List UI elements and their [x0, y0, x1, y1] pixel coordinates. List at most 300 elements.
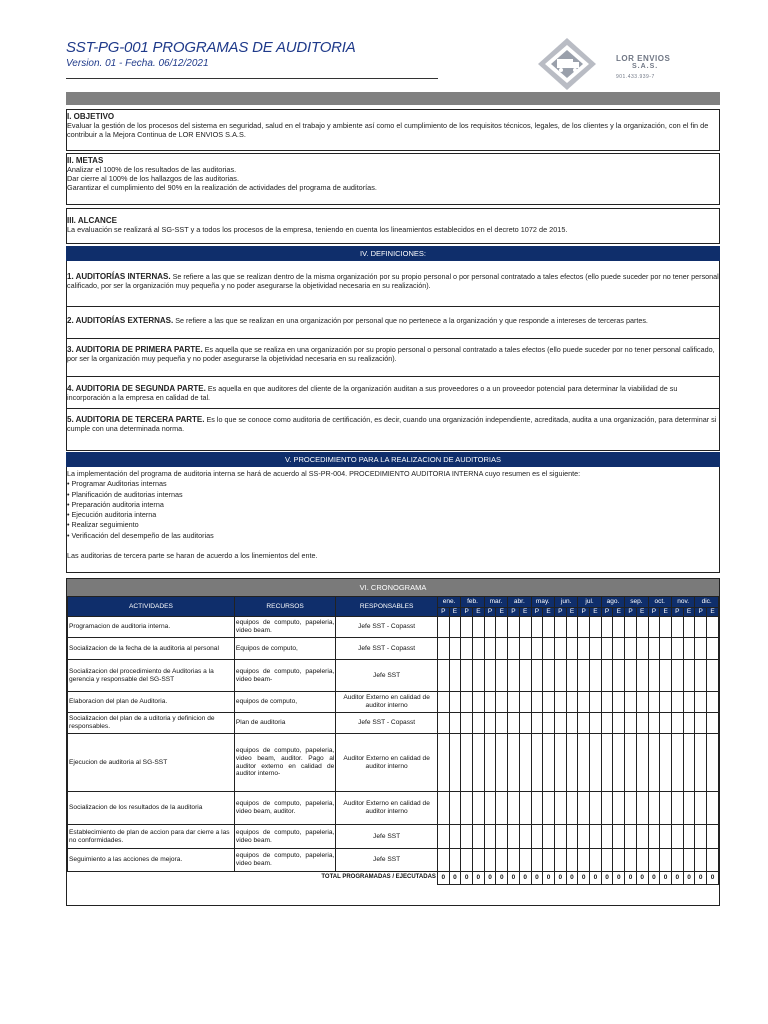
schedule-cell[interactable]	[461, 692, 473, 713]
total-cell: 0	[543, 872, 555, 885]
table-row	[68, 825, 719, 849]
schedule-cell[interactable]	[566, 734, 578, 792]
schedule-cell[interactable]	[508, 713, 520, 734]
activity-cell: Programacion de auditoria interna.	[68, 617, 235, 638]
schedule-cell[interactable]	[648, 660, 660, 692]
schedule-cell[interactable]	[437, 692, 449, 713]
schedule-cell[interactable]	[578, 617, 590, 638]
schedule-cell[interactable]	[566, 660, 578, 692]
schedule-cell[interactable]	[683, 734, 695, 792]
total-cell: 0	[590, 872, 602, 885]
schedule-cell[interactable]	[566, 825, 578, 849]
schedule-cell[interactable]	[590, 849, 602, 872]
schedule-cell[interactable]	[578, 734, 590, 792]
schedule-cell[interactable]	[613, 692, 625, 713]
schedule-cell[interactable]	[554, 660, 566, 692]
executed-subheader: E	[660, 608, 672, 617]
logo-company-name: LOR ENVIOS	[616, 54, 671, 63]
schedule-cell[interactable]	[660, 849, 672, 872]
schedule-cell[interactable]	[508, 617, 520, 638]
col-header-responsables: RESPONSABLES	[336, 597, 438, 617]
schedule-cell[interactable]	[578, 692, 590, 713]
resources-cell: equipos de computo, papeleria, video beam.	[234, 825, 335, 849]
programmed-subheader: P	[461, 608, 473, 617]
schedule-cell[interactable]	[449, 660, 461, 692]
schedule-cell[interactable]	[531, 734, 543, 792]
executed-subheader: E	[543, 608, 555, 617]
schedule-cell[interactable]	[695, 638, 707, 660]
schedule-cell[interactable]	[543, 849, 555, 872]
schedule-cell[interactable]	[531, 713, 543, 734]
schedule-cell[interactable]	[613, 734, 625, 792]
schedule-cell[interactable]	[473, 713, 485, 734]
total-cell: 0	[578, 872, 590, 885]
programmed-subheader: P	[508, 608, 520, 617]
schedule-cell[interactable]	[625, 792, 637, 825]
schedule-cell[interactable]	[531, 638, 543, 660]
schedule-cell[interactable]	[461, 638, 473, 660]
schedule-cell[interactable]	[671, 692, 683, 713]
schedule-cell[interactable]	[449, 713, 461, 734]
schedule-cell[interactable]	[683, 660, 695, 692]
schedule-cell[interactable]	[590, 734, 602, 792]
metas-item: Analizar el 100% de los resultados de las auditorias.	[67, 165, 237, 174]
procedimiento-step: • Verificación del desempeño de las auditorias	[67, 530, 214, 540]
schedule-cell[interactable]	[554, 734, 566, 792]
activity-cell: Socializacion de la fecha de la auditoria al personal	[68, 638, 235, 660]
schedule-cell[interactable]	[695, 849, 707, 872]
schedule-cell[interactable]	[636, 792, 648, 825]
programmed-subheader: P	[601, 608, 613, 617]
schedule-cell[interactable]	[554, 792, 566, 825]
schedule-cell[interactable]	[484, 692, 496, 713]
schedule-cell[interactable]	[613, 638, 625, 660]
schedule-cell[interactable]	[508, 692, 520, 713]
schedule-cell[interactable]	[566, 617, 578, 638]
schedule-cell[interactable]	[707, 692, 719, 713]
schedule-cell[interactable]	[601, 713, 613, 734]
schedule-cell[interactable]	[601, 660, 613, 692]
section-alcance	[66, 208, 720, 244]
activity-cell: Establecimiento de plan de accion para dar cierre a las no conformidades.	[68, 825, 235, 849]
schedule-cell[interactable]	[543, 660, 555, 692]
schedule-cell[interactable]	[695, 617, 707, 638]
schedule-cell[interactable]	[437, 617, 449, 638]
resources-cell: equipos de computo, papeleria, video beam, auditor.	[234, 792, 335, 825]
schedule-cell[interactable]	[636, 734, 648, 792]
activity-cell: Elaboracion del plan de Auditoria.	[68, 692, 235, 713]
schedule-cell[interactable]	[695, 734, 707, 792]
schedule-cell[interactable]	[648, 825, 660, 849]
responsible-cell: Jefe SST	[336, 849, 438, 872]
resources-cell: equipos de computo, papeleria, video beam.	[234, 849, 335, 872]
schedule-cell[interactable]	[449, 734, 461, 792]
total-cell: 0	[566, 872, 578, 885]
section-procedimiento	[66, 467, 720, 573]
schedule-cell[interactable]	[578, 825, 590, 849]
totals-label: TOTAL PROGRAMADAS / EJECUTADAS	[321, 874, 436, 881]
month-header: feb.	[461, 597, 484, 608]
schedule-cell[interactable]	[695, 825, 707, 849]
executed-subheader: E	[707, 608, 719, 617]
schedule-cell[interactable]	[707, 660, 719, 692]
schedule-cell[interactable]	[554, 617, 566, 638]
executed-subheader: E	[473, 608, 485, 617]
schedule-cell[interactable]	[496, 692, 508, 713]
schedule-cell[interactable]	[625, 713, 637, 734]
definition-text: Se refiere a las que se realizan dentro de la misma organización por su propio personal o por personal contratado a tales efectos (ello puede suceder por no tener personal calificado, por ser la organización muy pequeña y no poder asegurarse la objetividad necesaria en su realización).	[67, 272, 719, 290]
schedule-cell[interactable]	[543, 713, 555, 734]
schedule-cell[interactable]	[484, 734, 496, 792]
schedule-cell[interactable]	[554, 638, 566, 660]
schedule-cell[interactable]	[707, 849, 719, 872]
schedule-cell[interactable]	[671, 638, 683, 660]
schedule-cell[interactable]	[496, 713, 508, 734]
schedule-cell[interactable]	[484, 825, 496, 849]
executed-subheader: E	[566, 608, 578, 617]
schedule-cell[interactable]	[660, 734, 672, 792]
schedule-cell[interactable]	[519, 692, 531, 713]
schedule-cell[interactable]	[683, 849, 695, 872]
schedule-cell[interactable]	[508, 660, 520, 692]
schedule-cell[interactable]	[519, 638, 531, 660]
schedule-cell[interactable]	[543, 638, 555, 660]
schedule-cell[interactable]	[601, 692, 613, 713]
schedule-cell[interactable]	[508, 825, 520, 849]
schedule-cell[interactable]	[508, 638, 520, 660]
procedimiento-step: • Realizar seguimiento	[67, 520, 139, 530]
schedule-cell[interactable]	[461, 849, 473, 872]
schedule-cell[interactable]	[683, 617, 695, 638]
schedule-cell[interactable]	[484, 792, 496, 825]
schedule-cell[interactable]	[508, 792, 520, 825]
schedule-cell[interactable]	[625, 849, 637, 872]
schedule-cell[interactable]	[601, 849, 613, 872]
schedule-cell[interactable]	[590, 638, 602, 660]
procedimiento-note: Las auditorias de tercera parte se haran de acuerdo a los linemientos del ente.	[67, 551, 318, 561]
schedule-cell[interactable]	[590, 825, 602, 849]
schedule-cell[interactable]	[671, 617, 683, 638]
schedule-cell[interactable]	[683, 638, 695, 660]
definition-text: Se refiere a las que se realizan en una organización por personal que no pertenece a la organización y que responde a intereses de terceras partes.	[173, 316, 648, 325]
table-row	[68, 734, 719, 792]
schedule-cell[interactable]	[648, 692, 660, 713]
schedule-cell[interactable]	[531, 825, 543, 849]
schedule-cell[interactable]	[531, 617, 543, 638]
schedule-cell[interactable]	[484, 638, 496, 660]
section-objetivo	[66, 109, 720, 151]
schedule-cell[interactable]	[625, 825, 637, 849]
month-header: jul.	[578, 597, 601, 608]
schedule-cell[interactable]	[437, 713, 449, 734]
schedule-cell[interactable]	[473, 638, 485, 660]
schedule-cell[interactable]	[625, 692, 637, 713]
schedule-cell[interactable]	[484, 713, 496, 734]
activity-cell: Seguimiento a las acciones de mejora.	[68, 849, 235, 872]
schedule-cell[interactable]	[473, 660, 485, 692]
responsible-cell: Auditor Externo en calidad de auditor interno	[336, 792, 438, 825]
schedule-cell[interactable]	[613, 825, 625, 849]
schedule-cell[interactable]	[636, 638, 648, 660]
schedule-cell[interactable]	[590, 660, 602, 692]
schedule-cell[interactable]	[543, 825, 555, 849]
responsible-cell: Jefe SST - Copasst	[336, 713, 438, 734]
schedule-cell[interactable]	[590, 692, 602, 713]
schedule-cell[interactable]	[449, 638, 461, 660]
schedule-cell[interactable]	[508, 849, 520, 872]
schedule-cell[interactable]	[566, 849, 578, 872]
schedule-cell[interactable]	[613, 849, 625, 872]
schedule-cell[interactable]	[519, 825, 531, 849]
executed-subheader: E	[636, 608, 648, 617]
schedule-cell[interactable]	[683, 713, 695, 734]
schedule-cell[interactable]	[683, 825, 695, 849]
alcance-heading: III. ALCANCE	[67, 216, 117, 225]
schedule-cell[interactable]	[473, 734, 485, 792]
schedule-cell[interactable]	[519, 849, 531, 872]
schedule-cell[interactable]	[437, 849, 449, 872]
schedule-cell[interactable]	[437, 660, 449, 692]
schedule-cell[interactable]	[578, 638, 590, 660]
schedule-cell[interactable]	[461, 660, 473, 692]
schedule-cell[interactable]	[531, 849, 543, 872]
schedule-cell[interactable]	[707, 734, 719, 792]
definition-item	[66, 409, 720, 451]
schedule-cell[interactable]	[449, 792, 461, 825]
schedule-cell[interactable]	[695, 692, 707, 713]
executed-subheader: E	[683, 608, 695, 617]
schedule-cell[interactable]	[484, 849, 496, 872]
programmed-subheader: P	[437, 608, 449, 617]
schedule-cell[interactable]	[543, 617, 555, 638]
schedule-cell[interactable]	[496, 617, 508, 638]
schedule-cell[interactable]	[519, 713, 531, 734]
schedule-cell[interactable]	[648, 849, 660, 872]
schedule-cell[interactable]	[449, 692, 461, 713]
schedule-cell[interactable]	[590, 713, 602, 734]
schedule-cell[interactable]	[519, 617, 531, 638]
schedule-cell[interactable]	[437, 792, 449, 825]
schedule-cell[interactable]	[543, 692, 555, 713]
schedule-cell[interactable]	[671, 825, 683, 849]
schedule-cell[interactable]	[531, 692, 543, 713]
schedule-cell[interactable]	[578, 792, 590, 825]
document-header	[66, 36, 720, 92]
schedule-cell[interactable]	[484, 660, 496, 692]
schedule-cell[interactable]	[625, 617, 637, 638]
activity-cell: Ejecucion de auditoria al SG-SST	[68, 734, 235, 792]
schedule-cell[interactable]	[590, 792, 602, 825]
schedule-cell[interactable]	[437, 734, 449, 792]
schedule-cell[interactable]	[554, 713, 566, 734]
schedule-cell[interactable]	[496, 792, 508, 825]
schedule-cell[interactable]	[660, 638, 672, 660]
schedule-cell[interactable]	[601, 638, 613, 660]
schedule-cell[interactable]	[449, 825, 461, 849]
schedule-cell[interactable]	[660, 713, 672, 734]
executed-subheader: E	[449, 608, 461, 617]
schedule-cell[interactable]	[543, 792, 555, 825]
schedule-cell[interactable]	[566, 692, 578, 713]
schedule-cell[interactable]	[636, 825, 648, 849]
schedule-cell[interactable]	[473, 792, 485, 825]
schedule-cell[interactable]	[531, 660, 543, 692]
programmed-subheader: P	[625, 608, 637, 617]
metas-item: Garantizar el cumplimiento del 90% en la realización de actividades del programa de auditorías.	[67, 183, 377, 192]
schedule-cell[interactable]	[578, 660, 590, 692]
schedule-cell[interactable]	[601, 792, 613, 825]
schedule-cell[interactable]	[660, 692, 672, 713]
schedule-cell[interactable]	[648, 792, 660, 825]
resources-cell: equipos de computo, papeleria, video beam-	[234, 660, 335, 692]
schedule-cell[interactable]	[601, 734, 613, 792]
definition-item	[66, 339, 720, 377]
month-header: dic.	[695, 597, 719, 608]
schedule-cell[interactable]	[660, 825, 672, 849]
schedule-cell[interactable]	[636, 692, 648, 713]
schedule-cell[interactable]	[543, 734, 555, 792]
schedule-cell[interactable]	[601, 825, 613, 849]
schedule-cell[interactable]	[554, 825, 566, 849]
schedule-cell[interactable]	[496, 638, 508, 660]
total-cell: 0	[554, 872, 566, 885]
schedule-cell[interactable]	[648, 713, 660, 734]
month-header: ago.	[601, 597, 624, 608]
month-header: nov.	[671, 597, 694, 608]
schedule-cell[interactable]	[519, 660, 531, 692]
schedule-cell[interactable]	[648, 617, 660, 638]
schedule-cell[interactable]	[461, 617, 473, 638]
schedule-cell[interactable]	[461, 713, 473, 734]
schedule-cell[interactable]	[660, 792, 672, 825]
schedule-cell[interactable]	[625, 660, 637, 692]
total-cell: 0	[613, 872, 625, 885]
schedule-cell[interactable]	[437, 825, 449, 849]
resources-cell: Equipos de computo,	[234, 638, 335, 660]
schedule-cell[interactable]	[473, 849, 485, 872]
schedule-cell[interactable]	[636, 713, 648, 734]
schedule-cell[interactable]	[449, 849, 461, 872]
schedule-cell[interactable]	[566, 713, 578, 734]
programmed-subheader: P	[554, 608, 566, 617]
schedule-cell[interactable]	[660, 617, 672, 638]
schedule-cell[interactable]	[449, 617, 461, 638]
schedule-cell[interactable]	[566, 792, 578, 825]
schedule-cell[interactable]	[461, 734, 473, 792]
schedule-cell[interactable]	[437, 638, 449, 660]
schedule-cell[interactable]	[554, 849, 566, 872]
procedimiento-step: • Programar Auditorias internas	[67, 479, 167, 489]
table-row	[68, 692, 719, 713]
schedule-cell[interactable]	[695, 660, 707, 692]
schedule-cell[interactable]	[613, 660, 625, 692]
schedule-cell[interactable]	[554, 692, 566, 713]
definition-term: 4. AUDITORIA DE SEGUNDA PARTE.	[67, 384, 206, 393]
programmed-subheader: P	[578, 608, 590, 617]
schedule-cell[interactable]	[578, 713, 590, 734]
schedule-cell[interactable]	[636, 660, 648, 692]
schedule-cell[interactable]	[636, 617, 648, 638]
schedule-cell[interactable]	[671, 713, 683, 734]
schedule-cell[interactable]	[707, 792, 719, 825]
schedule-cell[interactable]	[613, 713, 625, 734]
schedule-cell[interactable]	[707, 825, 719, 849]
alcance-text: La evaluación se realizará al SG-SST y a todos los procesos de la empresa, teniendo en cuenta los lineamientos establecidos en el decreto 1072 de 2015.	[67, 225, 568, 234]
schedule-cell[interactable]	[671, 849, 683, 872]
schedule-cell[interactable]	[707, 638, 719, 660]
schedule-cell[interactable]	[496, 849, 508, 872]
logo-nit: 901.433.939-7	[616, 74, 655, 80]
schedule-cell[interactable]	[590, 617, 602, 638]
schedule-cell[interactable]	[625, 734, 637, 792]
schedule-cell[interactable]	[636, 849, 648, 872]
schedule-cell[interactable]	[461, 825, 473, 849]
schedule-cell[interactable]	[671, 734, 683, 792]
schedule-cell[interactable]	[496, 734, 508, 792]
schedule-cell[interactable]	[496, 825, 508, 849]
definition-item	[66, 377, 720, 409]
total-cell: 0	[660, 872, 672, 885]
schedule-cell[interactable]	[707, 617, 719, 638]
resources-cell: equipos de computo,	[234, 692, 335, 713]
activity-cell: Socializacion del procedimiento de Auditorias a la gerencia y responsable del SG-SST	[68, 660, 235, 692]
schedule-cell[interactable]	[461, 792, 473, 825]
company-logo	[532, 36, 722, 92]
schedule-cell[interactable]	[683, 692, 695, 713]
schedule-cell[interactable]	[695, 792, 707, 825]
total-cell: 0	[671, 872, 683, 885]
schedule-cell[interactable]	[473, 617, 485, 638]
schedule-cell[interactable]	[613, 617, 625, 638]
schedule-cell[interactable]	[473, 692, 485, 713]
schedule-cell[interactable]	[613, 792, 625, 825]
schedule-cell[interactable]	[496, 660, 508, 692]
schedule-cell[interactable]	[473, 825, 485, 849]
responsible-cell: Auditor Externo en calidad de auditor interno	[336, 734, 438, 792]
section-metas	[66, 153, 720, 205]
schedule-cell[interactable]	[648, 734, 660, 792]
schedule-cell[interactable]	[683, 792, 695, 825]
definition-text: Es aquella que se realiza en una organización por su propio personal o personal contratado a tales efectos (ello puede suceder por no tener personal calificado, por ser la organización muy pequeña y no poder asegurarse la objetividad necesaria en su realización).	[67, 345, 715, 363]
definition-text: Es aquella en que auditores del cliente de la organización auditan a sus proveedores o a un proveedor potencial para determinar la viabilidad de su incorporación a la empresa en calidad de tal.	[67, 384, 678, 402]
schedule-cell[interactable]	[671, 660, 683, 692]
schedule-cell[interactable]	[531, 792, 543, 825]
total-cell: 0	[683, 872, 695, 885]
schedule-cell[interactable]	[519, 734, 531, 792]
schedule-cell[interactable]	[566, 638, 578, 660]
table-row	[68, 713, 719, 734]
schedule-cell[interactable]	[484, 617, 496, 638]
programmed-subheader: P	[671, 608, 683, 617]
schedule-cell[interactable]	[519, 792, 531, 825]
schedule-cell[interactable]	[671, 792, 683, 825]
schedule-cell[interactable]	[625, 638, 637, 660]
programmed-subheader: P	[648, 608, 660, 617]
executed-subheader: E	[519, 608, 531, 617]
schedule-cell[interactable]	[695, 713, 707, 734]
schedule-cell[interactable]	[648, 638, 660, 660]
schedule-cell[interactable]	[578, 849, 590, 872]
col-header-actividades: ACTIVIDADES	[68, 597, 235, 617]
schedule-cell[interactable]	[601, 617, 613, 638]
schedule-cell[interactable]	[707, 713, 719, 734]
total-cell: 0	[531, 872, 543, 885]
responsible-cell: Auditor Externo en calidad de auditor interno	[336, 692, 438, 713]
schedule-cell[interactable]	[660, 660, 672, 692]
logo-company-type: S.A.S.	[632, 63, 659, 70]
procedimiento-step: • Preparación auditoria interna	[67, 499, 164, 509]
schedule-cell[interactable]	[508, 734, 520, 792]
